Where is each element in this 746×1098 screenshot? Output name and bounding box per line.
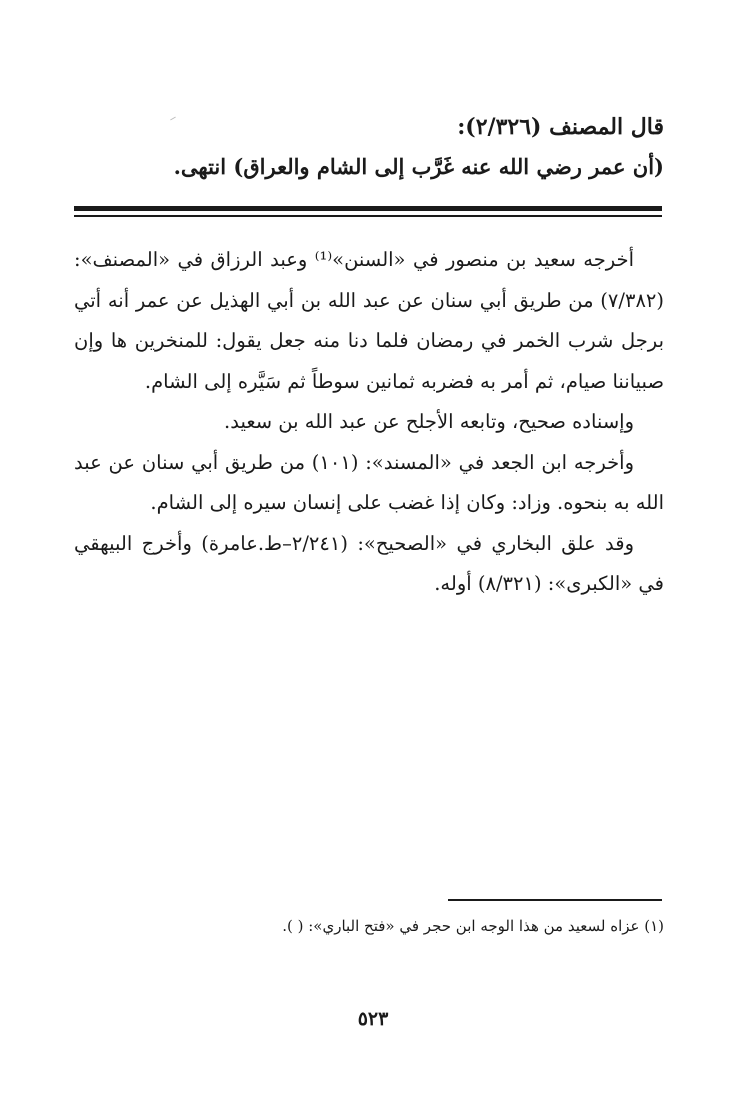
body-text [74,240,664,605]
separator-thick-rule [74,206,662,211]
paragraph-2: وإسناده صحيح، وتابعه الأجلح عن عبد الله بن سعيد. [224,410,634,433]
paragraph-3: وأخرجه ابن الجعد في «المسند»: (١٠١) من طريق أبي سنان عن عبد الله به بنحوه. وزاد: وكان إذا غضب على إنسان سيره إلى الشام. [74,450,664,514]
footnote-rule [448,899,662,901]
quoted-text: (أن عمر رضي الله عنه غَرَّب إلى الشام والعراق) انتهى. [173,154,664,179]
page-number: ٥٢٣ [357,1008,389,1030]
paragraph-4: وقد علق البخاري في «الصحيح»: (٢/٢٤١–ط.عامرة) وأخرج البيهقي في «الكبرى»: (٨/٣٢١) أوله. [74,531,664,595]
separator-thin-rule [74,215,662,217]
footnote: (١) عزاه لسعيد من هذا الوجه ابن حجر في «فتح الباري»: ( ). [282,917,664,935]
section-heading: قال المصنف (٢/٣٢٦): [457,114,664,140]
paragraph-1: أخرجه سعيد بن منصور في «السنن»⁽¹⁾ وعبد الرزاق في «المصنف»: (٧/٣٨٢) من طريق أبي سنان عن عبد الله بن أبي الهذيل عن عمر أنه أتي برجل شرب الخمر في رمضان فلما دنا منه جعل يقول: للمنخرين ها وإن صبياننا صيام، ثم أمر به فضربه ثمانين سوطاً ثم سَيَّره إلى الشام. [74,248,664,393]
